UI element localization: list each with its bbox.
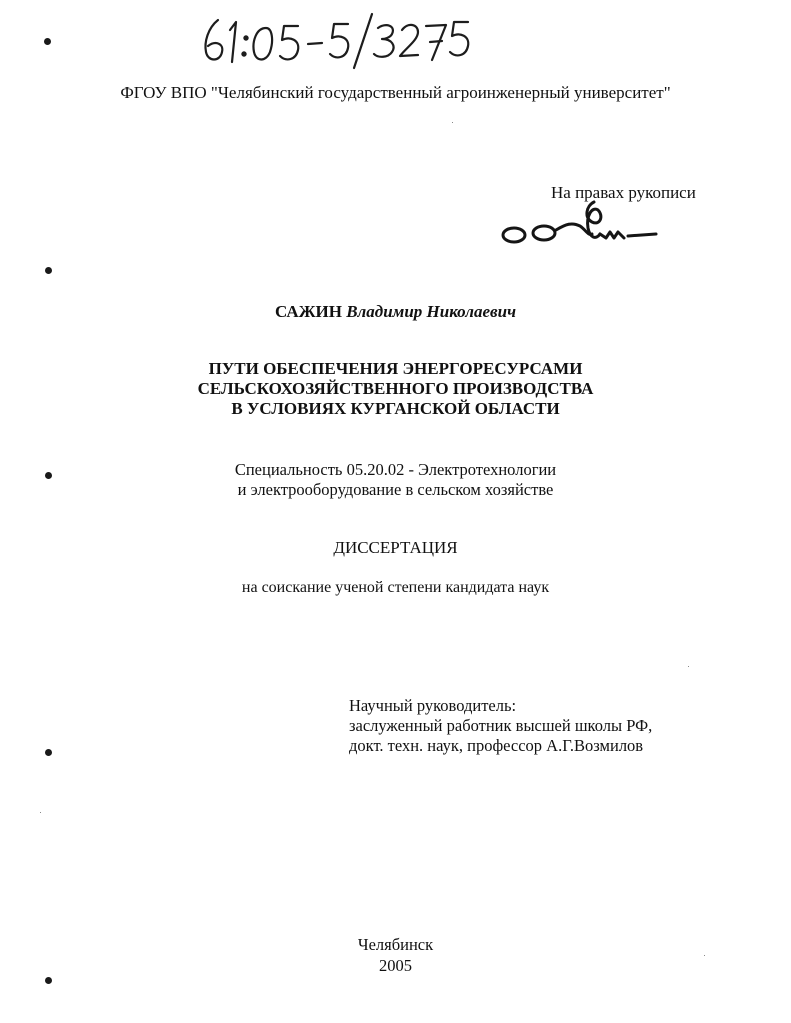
scan-speck (40, 812, 41, 813)
title-line: ПУТИ ОБЕСПЕЧЕНИЯ ЭНЕРГОРЕСУРСАМИ (208, 359, 583, 378)
supervisor-block (349, 696, 652, 756)
scan-speck (452, 122, 453, 123)
punch-hole-mark (45, 977, 52, 984)
punch-hole-mark (45, 267, 52, 274)
place-and-year (0, 934, 791, 976)
specialty-block (0, 460, 791, 500)
specialty-line: Специальность 05.20.02 - Электротехнологии (234, 460, 557, 479)
document-type: ДИССЕРТАЦИЯ (333, 538, 458, 557)
punch-hole-mark (44, 38, 51, 45)
city: Челябинск (357, 935, 434, 954)
supervisor-line: докт. техн. наук, профессор А.Г.Возмилов (349, 736, 644, 755)
author-surname: САЖИН (275, 302, 342, 321)
institution-name: ФГОУ ВПО "Челябинский государственный агроинженерный университет" (120, 83, 671, 102)
author-name (0, 302, 791, 322)
manuscript-rights-note: На правах рукописи (551, 183, 696, 202)
degree-statement: на соискание ученой степени кандидата наук (241, 579, 550, 596)
year: 2005 (379, 956, 412, 975)
handwritten-archive-code (196, 8, 476, 72)
author-signature (496, 196, 666, 252)
title-line: В УСЛОВИЯХ КУРГАНСКОЙ ОБЛАСТИ (231, 399, 560, 418)
author-given-names: Владимир Николаевич (346, 302, 516, 321)
specialty-line: и электрооборудование в сельском хозяйстве (237, 480, 554, 499)
thesis-title (0, 359, 791, 419)
title-line: СЕЛЬСКОХОЗЯЙСТВЕННОГО ПРОИЗВОДСТВА (197, 379, 594, 398)
supervisor-heading: Научный руководитель: (349, 696, 517, 715)
supervisor-line: заслуженный работник высшей школы РФ, (349, 716, 653, 735)
scan-speck (688, 666, 689, 667)
punch-hole-mark (45, 749, 52, 756)
